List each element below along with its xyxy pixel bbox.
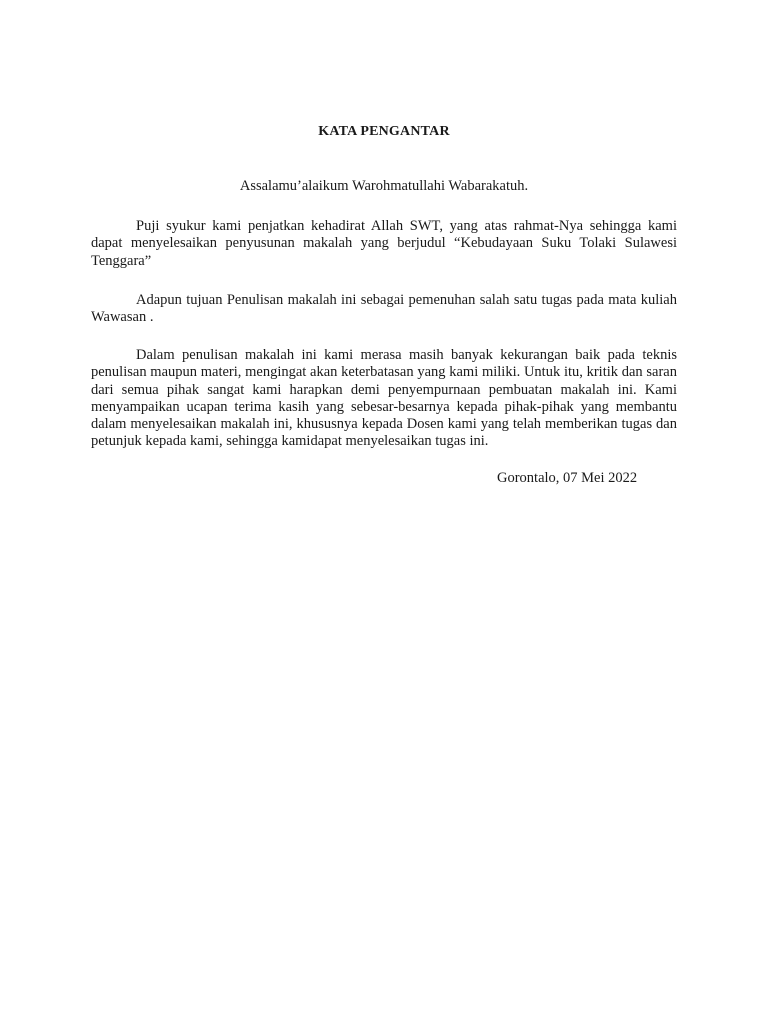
paragraph-purpose: Adapun tujuan Penulisan makalah ini sebagai pemenuhan salah satu tugas pada mata kuliah Wawasan . [91, 292, 677, 326]
place-date: Gorontalo, 07 Mei 2022 [497, 470, 638, 486]
paragraph-acknowledgement: Dalam penulisan makalah ini kami merasa masih banyak kekurangan baik pada teknis penulisan maupun materi, mengingat akan keterbatasan yang kami miliki. Untuk itu, kritik dan saran dari semua pihak sangat kami harapkan demi penyempurnaan pembuatan makalah ini. Kami menyampaikan ucapan terima kasih yang sebesar-besarnya kepada pihak-pihak yang membantu dalam menyelesaikan makalah ini, khususnya kepada Dosen kami yang telah memberikan tugas dan petunjuk kepada kami, sehingga kamidapat menyelesaikan tugas ini. [91, 347, 677, 450]
page-title: KATA PENGANTAR [318, 124, 450, 139]
paragraph-gratitude: Puji syukur kami penjatkan kehadirat Allah SWT, yang atas rahmat-Nya sehingga kami dapat menyelesaikan penyusunan makalah yang berjudul “Kebudayaan Suku Tolaki Sulawesi Tenggara” [91, 218, 677, 269]
greeting-line: Assalamu’alaikum Warohmatullahi Wabarakatuh. [239, 178, 529, 194]
